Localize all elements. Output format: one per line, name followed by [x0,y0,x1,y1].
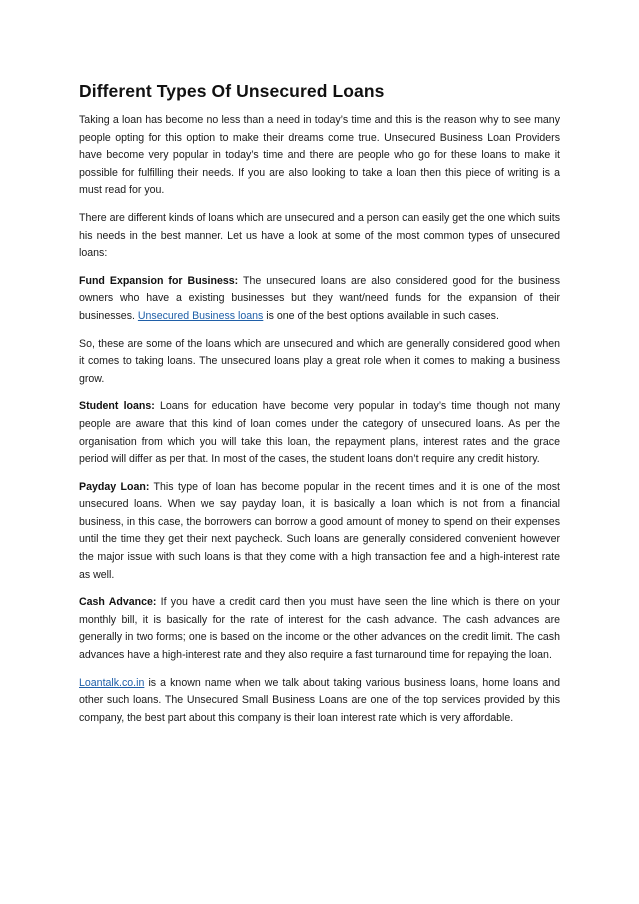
student-loans-paragraph [79,398,560,468]
fund-expansion-heading: Fund Expansion for Business: [79,274,239,287]
fund-expansion-text-end: is one of the best options available in such cases. [263,309,499,322]
closing-text: is a known name when we talk about taking various business loans, home loans and other such loans. The Unsecured Small Business Loans are one of the top services provided by this company, the best part about this company is their loan interest rate which is very affordable. [79,676,560,724]
fund-expansion-paragraph [79,273,560,326]
cash-advance-paragraph [79,594,560,664]
document-page [79,80,560,737]
payday-loan-text: This type of loan has become popular in the recent times and it is one of the most unsecured loans. When we say payday loan, it is basically a loan which is not from a financial business, in this case, the borrowers can borrow a good amount of money to spend on their expenses until the time they get their next paycheck. Such loans are generally considered convenient however the major issue with such loans is that they come with a high transaction fee and a high-interest rate as well. [79,480,560,581]
loantalk-link[interactable]: Loantalk.co.in [79,676,145,689]
kinds-paragraph: There are different kinds of loans which are unsecured and a person can easily get the one which suits his needs in the best manner. Let us have a look at some of the most common types of unsecured loans: [79,211,560,260]
cash-advance-text: If you have a credit card then you must have seen the line which is there on your monthly bill, it is basically for the rate of interest for the cash advance. The cash advances are generally in two forms; one is based on the income or the other advances on the credit limit. The cash advances have a high-interest rate and they also require a fast turnaround time for repaying the loan. [79,596,560,662]
summary-paragraph: So, these are some of the loans which are unsecured and which are generally considered good when it comes to taking loans. The unsecured loans play a great role when it comes to making a business grow. [79,337,560,385]
payday-loan-paragraph [79,479,560,585]
student-loans-heading: Student loans: [79,400,155,413]
student-loans-text: Loans for education have become very popular in today’s time though not many people are aware that this kind of loan comes under the category of unsecured loans. As per the organisation from which you will take this loan, the repayment plans, interest rates and the grace period will differ as per that. In most of the cases, the student loans don’t require any credit history. [79,400,560,466]
fund-expansion-text: The unsecured loans are also considered good for the business owners who have a existing businesses but they want/need funds for the expansion of their businesses. [79,274,560,322]
closing-paragraph [79,675,560,728]
intro-paragraph: Taking a loan has become no less than a need in today’s time and this is the reason why to see many people opting for this option to make their dreams come true. Unsecured Business Loan Providers have become very popular in today’s time and there are people who go for these loans to make it possible for fulfilling their needs. If you are also looking to take a loan then this piece of writing is a must read for you. [79,114,560,197]
unsecured-business-loans-link[interactable]: Unsecured Business loans [137,309,264,322]
payday-loan-heading: Payday Loan: [79,480,150,493]
document-title: Different Types Of Unsecured Loans [79,81,385,101]
cash-advance-heading: Cash Advance: [79,596,157,609]
